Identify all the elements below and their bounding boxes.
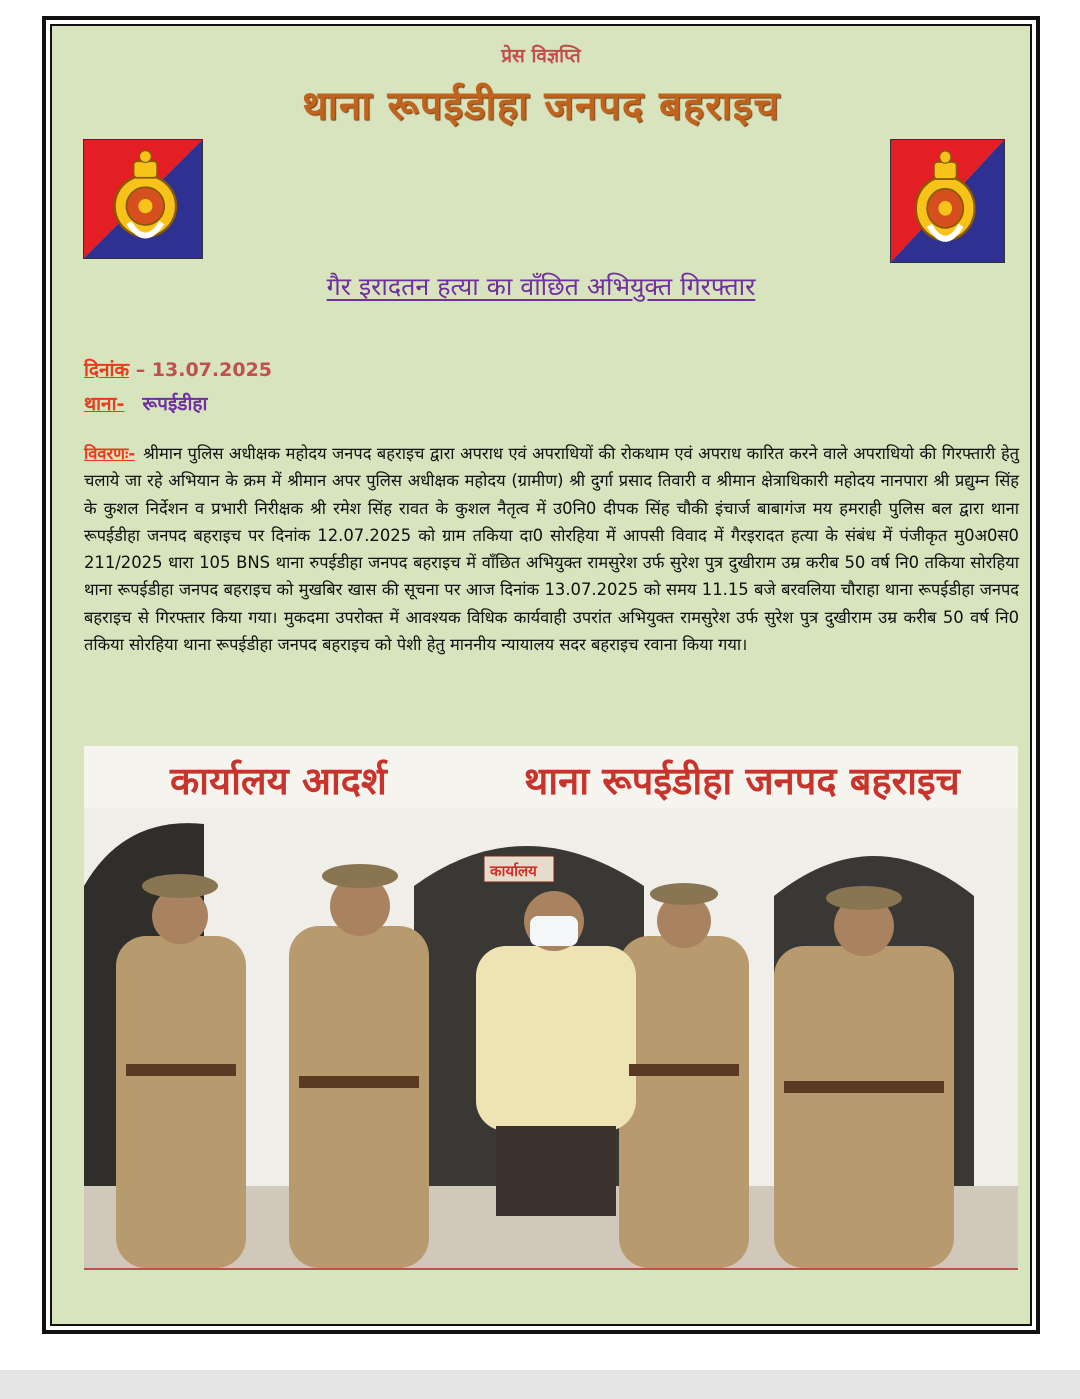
- press-release-label: प्रेस विज्ञप्ति: [501, 45, 581, 67]
- photo-door-sign: कार्यालय: [490, 862, 537, 880]
- page-title: थाना रूपईडीहा जनपद बहराइच: [302, 83, 780, 129]
- station-value: रूपईडीहा: [142, 393, 208, 415]
- police-emblem-icon: [84, 140, 202, 258]
- station-label: थाना-: [84, 393, 125, 415]
- details-label: विवरणः-: [84, 444, 136, 463]
- police-group-photo: [84, 746, 1018, 1268]
- station-line: [84, 390, 207, 416]
- arrest-photo: [84, 746, 1018, 1270]
- page-border-inner: [50, 24, 1032, 1326]
- date-value: – 13.07.2025: [129, 359, 273, 381]
- up-police-logo-right: [890, 139, 1005, 263]
- news-headline: गैर इरादतन हत्या का वाँछित अभियुक्त गिरफ्तार: [326, 272, 756, 301]
- date-label: दिनांक: [84, 359, 130, 381]
- police-emblem-icon: [891, 140, 1004, 262]
- photo-sign-left: कार्यालय आदर्श: [170, 759, 387, 803]
- photo-sign-right: थाना रूपईडीहा जनपद बहराइच: [524, 759, 960, 803]
- page-border-outer: [42, 16, 1040, 1334]
- date-line: [84, 356, 272, 382]
- details-paragraph: [84, 440, 1019, 658]
- up-police-logo-left: [83, 139, 203, 259]
- details-text: श्रीमान पुलिस अधीक्षक महोदय जनपद बहराइच द्वारा अपराध एवं अपराधियों की रोकथाम एवं अपराध कारित करने वाले अपराधियो की गिरफ्तारी हेतु चलाये जा रहे अभियान के क्रम में श्रीमान अपर पुलिस अधीक्षक महोदय (ग्रामीण) श्री दुर्गा प्रसाद तिवारी व श्रीमान क्षेत्राधिकारी महोदय नानपारा श्री प्रद्युम्न सिंह के कुशल निर्देशन व प्रभारी निरीक्षक श्री रमेश सिंह रावत के कुशल नैतृत्व में उ0नि0 दीपक सिंह चौकी इंचार्ज बाबागंज मय हमराही पुलिस बल द्वारा थाना रूपईडीहा जनपद बहराइच पर दिनांक 12.07.2025 को ग्राम तकिया दा0 सोरहिया में आपसी विवाद में गैरइरादत हत्या के संबंध में पंजीकृत मु0अ0स0 211/2025 धारा 105 BNS थाना रुपईडीहा जनपद बहराइच में वाँछित अभियुक्त रामसुरेश उर्फ सुरेश पुत्र दुखीराम उम्र करीब 50 वर्ष नि0 तकिया सोरहिया थाना रूपईडीहा जनपद बहराइच को मुखबिर खास की सूचना पर आज दिनांक 13.07.2025 को समय 11.15 बजे बरवलिया चौराहा थाना रूपईडीहा जनपद बहराइच से गिरफ्तार किया गया। मुकदमा उपरोक्त में आवश्यक विधिक कार्यवाही उपरांत अभियुक्त रामसुरेश उर्फ सुरेश पुत्र दुखीराम उम्र करीब 50 वर्ष नि0 तकिया सोरहिया थाना रूपईडीहा जनपद बहराइच को पेशी हेतु माननीय न्यायालय सदर बहराइच रवाना किया गया।: [84, 444, 1019, 655]
